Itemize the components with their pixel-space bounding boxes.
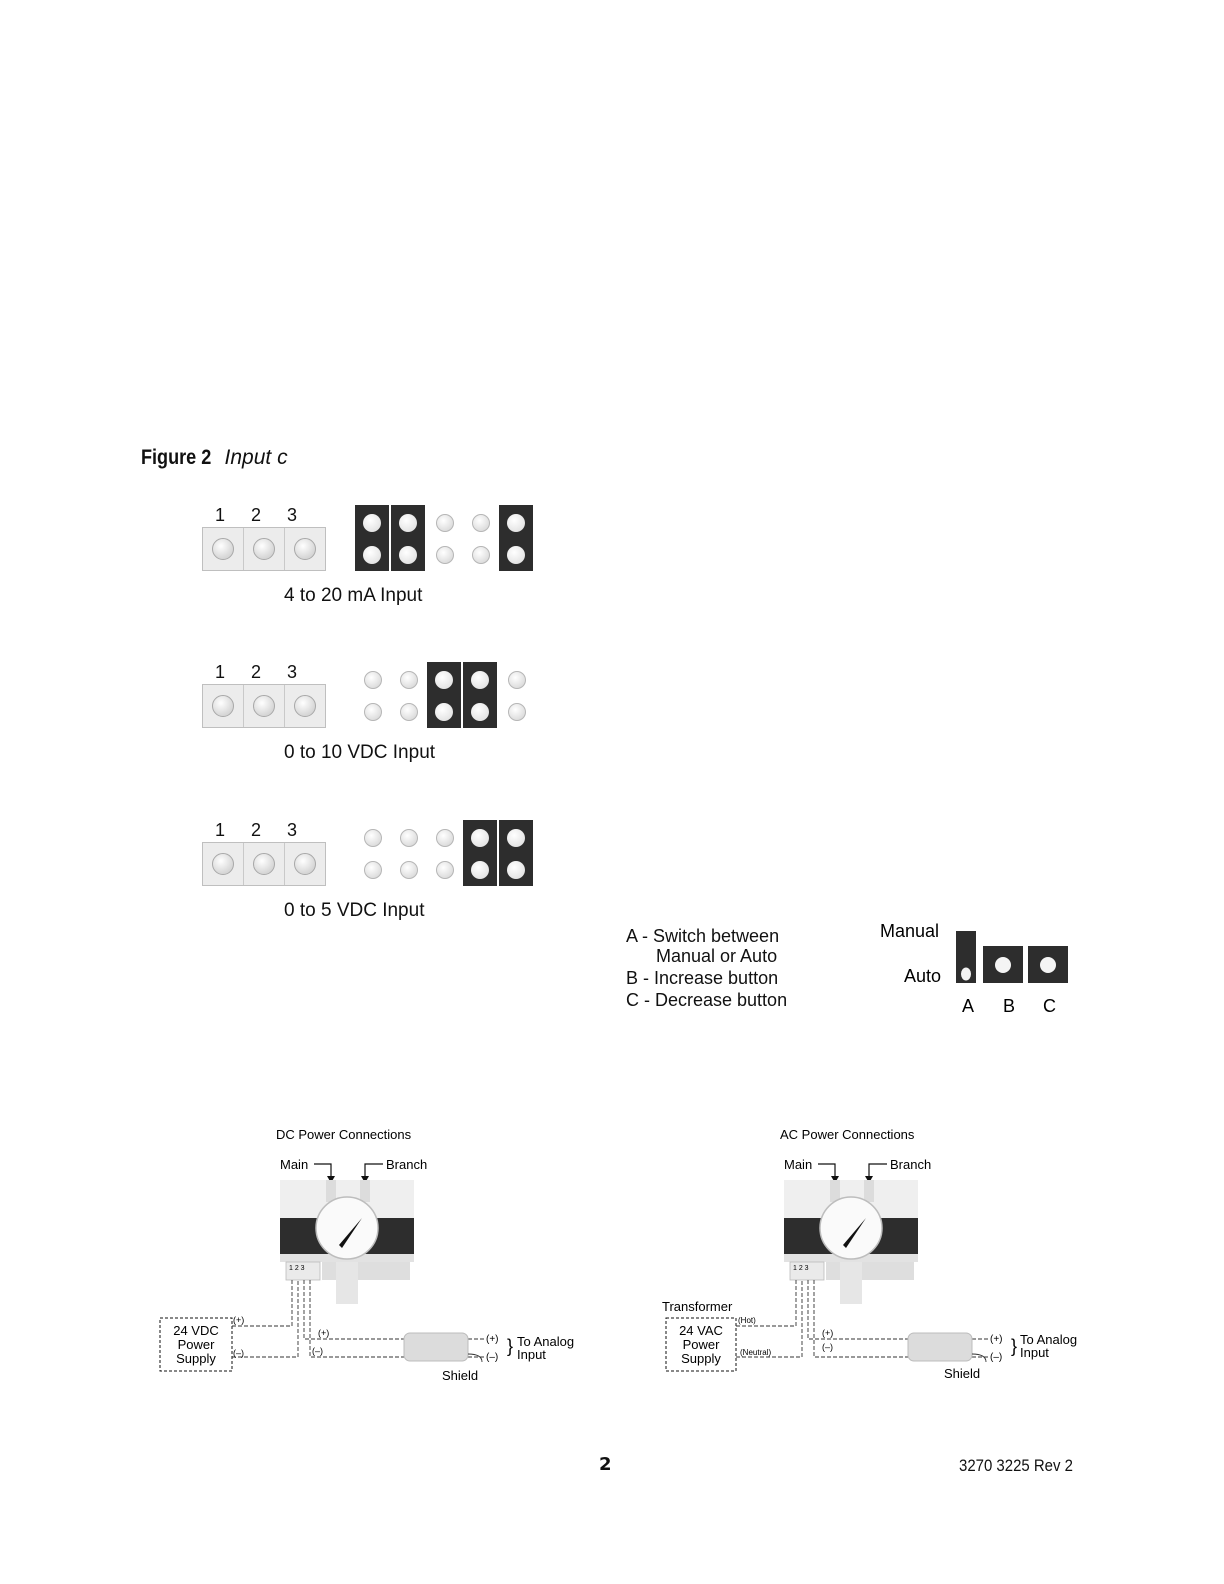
switch-buttons-diagram xyxy=(880,918,1080,1018)
jumper-open xyxy=(499,662,533,728)
jumper-open xyxy=(391,662,425,728)
jumper-pin xyxy=(436,546,454,564)
dc-supply-line3: Supply xyxy=(176,1351,216,1366)
terminal-screw xyxy=(212,538,234,560)
jumper-pin xyxy=(400,703,418,721)
dc-supply-minus: (–) xyxy=(233,1348,244,1358)
jumper-pin xyxy=(400,671,418,689)
dc-supply-plus: (+) xyxy=(233,1315,245,1325)
terminal-cell xyxy=(285,685,325,727)
ac-wire-minus: (–) xyxy=(822,1342,833,1352)
ac-shielded-cable xyxy=(908,1333,972,1361)
jumper-pin xyxy=(436,861,454,879)
dc-branch-label: Branch xyxy=(386,1157,428,1172)
jumper-installed xyxy=(499,505,533,571)
ac-supply-line1: 24 VAC xyxy=(679,1323,723,1338)
dc-wire-minus: (–) xyxy=(312,1346,323,1356)
terminal-number: 2 xyxy=(251,505,262,525)
button-c-dot xyxy=(1040,957,1056,973)
ac-hot-label: (Hot) xyxy=(738,1316,756,1325)
ac-neutral-label: (Neutral) xyxy=(740,1348,772,1357)
svg-text:}: } xyxy=(1011,1336,1018,1356)
ac-main-label: Main xyxy=(784,1157,813,1172)
jumper-pin xyxy=(507,861,525,879)
jumper-block xyxy=(355,820,545,886)
jumper-pin xyxy=(364,829,382,847)
jumper-pin xyxy=(364,861,382,879)
terminal-screw xyxy=(294,695,316,717)
terminal-number: 1 xyxy=(215,820,226,840)
ac-wire-plus: (+) xyxy=(822,1328,834,1338)
jumper-pin xyxy=(399,514,417,532)
figure-caption: Input c xyxy=(224,446,288,469)
auto-label: Auto xyxy=(904,966,942,986)
input-config-0-10vdc xyxy=(201,662,541,792)
terminal-screw xyxy=(294,538,316,560)
jumper-open xyxy=(427,505,461,571)
svg-text:}: } xyxy=(507,1336,514,1356)
jumper-pin xyxy=(364,671,382,689)
jumper-block xyxy=(355,505,545,571)
jumper-pin xyxy=(471,829,489,847)
input-config-label: 0 to 5 VDC Input xyxy=(284,900,425,921)
jumper-installed xyxy=(463,820,497,886)
jumper-pin xyxy=(435,671,453,689)
ac-transformer-label: Transformer xyxy=(662,1299,733,1314)
terminal-number: 2 xyxy=(251,662,262,682)
jumper-open xyxy=(463,505,497,571)
legend-c: C - Decrease button xyxy=(626,990,788,1010)
jumper-pin xyxy=(471,703,489,721)
jumper-installed xyxy=(355,505,389,571)
jumper-pin xyxy=(436,829,454,847)
terminal-numbers xyxy=(201,820,331,840)
jumper-installed xyxy=(391,505,425,571)
letter-c: C xyxy=(1043,996,1056,1016)
ac-title: AC Power Connections xyxy=(780,1127,915,1142)
document-number: 3270 3225 Rev 2 xyxy=(959,1456,1073,1475)
jumper-pin xyxy=(399,546,417,564)
terminal-numbers xyxy=(201,662,331,682)
input-config-label: 0 to 10 VDC Input xyxy=(284,742,436,763)
jumper-pin xyxy=(400,829,418,847)
dc-to-analog-line2: Input xyxy=(517,1347,546,1362)
jumper-open xyxy=(355,820,389,886)
jumper-installed xyxy=(427,662,461,728)
terminal-cell xyxy=(203,528,244,570)
dc-out-minus: (–) xyxy=(486,1352,499,1363)
letter-b: B xyxy=(1003,996,1016,1016)
ac-out-plus: (+) xyxy=(990,1334,1003,1345)
dc-power-connections-diagram xyxy=(150,1120,600,1395)
jumper-pin xyxy=(471,671,489,689)
terminal-cell xyxy=(244,843,285,885)
jumper-block xyxy=(355,662,545,728)
terminal-screw xyxy=(212,853,234,875)
dc-supply-line1: 24 VDC xyxy=(173,1323,219,1338)
svg-text:1 2 3: 1 2 3 xyxy=(793,1265,809,1272)
jumper-pin xyxy=(363,546,381,564)
terminal-numbers xyxy=(201,505,331,525)
ac-power-connections-diagram xyxy=(654,1120,1104,1395)
terminal-number: 1 xyxy=(215,505,226,525)
jumper-pin xyxy=(507,514,525,532)
terminal-cell xyxy=(244,685,285,727)
terminal-block xyxy=(202,684,326,728)
jumper-pin xyxy=(472,514,490,532)
legend-a: A - Switch between xyxy=(626,926,780,946)
terminal-cell xyxy=(203,843,244,885)
terminal-block xyxy=(202,842,326,886)
terminal-cell xyxy=(285,843,325,885)
terminal-cell xyxy=(203,685,244,727)
terminal-number: 3 xyxy=(287,820,298,840)
dc-supply-line2: Power xyxy=(177,1337,215,1352)
terminal-number: 1 xyxy=(215,662,226,682)
jumper-installed xyxy=(463,662,497,728)
legend-b: B - Increase button xyxy=(626,968,779,988)
ac-branch-label: Branch xyxy=(890,1157,932,1172)
jumper-pin xyxy=(400,861,418,879)
jumper-pin xyxy=(435,703,453,721)
terminal-cell xyxy=(244,528,285,570)
figure-title xyxy=(141,446,288,470)
dc-wire-plus: (+) xyxy=(318,1328,330,1338)
input-config-label: 4 to 20 mA Input xyxy=(284,585,423,606)
jumper-pin xyxy=(508,703,526,721)
manual-label: Manual xyxy=(880,921,940,941)
ac-device xyxy=(784,1180,918,1304)
jumper-pin xyxy=(507,829,525,847)
terminal-screw xyxy=(212,695,234,717)
jumper-pin xyxy=(508,671,526,689)
terminal-cell xyxy=(285,528,325,570)
terminal-block xyxy=(202,527,326,571)
terminal-screw xyxy=(253,538,275,560)
dc-shielded-cable xyxy=(404,1333,468,1361)
dc-to-analog-line1: To Analog xyxy=(517,1334,575,1349)
page-number: 2 xyxy=(599,1454,612,1475)
terminal-number: 2 xyxy=(251,820,262,840)
input-config-0-5vdc xyxy=(201,820,541,950)
jumper-pin xyxy=(363,514,381,532)
jumper-pin xyxy=(364,703,382,721)
button-b-dot xyxy=(995,957,1011,973)
input-config-4-20ma xyxy=(201,505,541,635)
jumper-open xyxy=(355,662,389,728)
svg-text:1 2 3: 1 2 3 xyxy=(289,1265,305,1272)
ac-supply-line2: Power xyxy=(682,1337,720,1352)
jumper-open xyxy=(391,820,425,886)
terminal-number: 3 xyxy=(287,505,298,525)
jumper-pin xyxy=(436,514,454,532)
ac-to-analog-line2: Input xyxy=(1020,1345,1049,1360)
terminal-number: 3 xyxy=(287,662,298,682)
ac-to-analog-line1: To Analog xyxy=(1020,1332,1078,1347)
jumper-pin xyxy=(507,546,525,564)
ac-supply-line3: Supply xyxy=(681,1351,721,1366)
terminal-screw xyxy=(294,853,316,875)
dc-shield-label: Shield xyxy=(442,1368,479,1383)
jumper-pin xyxy=(472,546,490,564)
jumper-open xyxy=(427,820,461,886)
ac-out-minus: (–) xyxy=(990,1352,1003,1363)
legend-a-cont: Manual or Auto xyxy=(656,946,778,966)
dc-device xyxy=(280,1180,414,1304)
jumper-pin xyxy=(471,861,489,879)
terminal-screw xyxy=(253,695,275,717)
ac-shield-label: Shield xyxy=(944,1366,981,1381)
dc-out-plus: (+) xyxy=(486,1334,499,1345)
figure-number: Figure 2 xyxy=(141,446,212,469)
button-legend xyxy=(626,926,787,1010)
terminal-screw xyxy=(253,853,275,875)
dc-title: DC Power Connections xyxy=(276,1127,412,1142)
switch-a-knob xyxy=(961,968,971,981)
dc-main-label: Main xyxy=(280,1157,309,1172)
jumper-installed xyxy=(499,820,533,886)
letter-a: A xyxy=(962,996,975,1016)
